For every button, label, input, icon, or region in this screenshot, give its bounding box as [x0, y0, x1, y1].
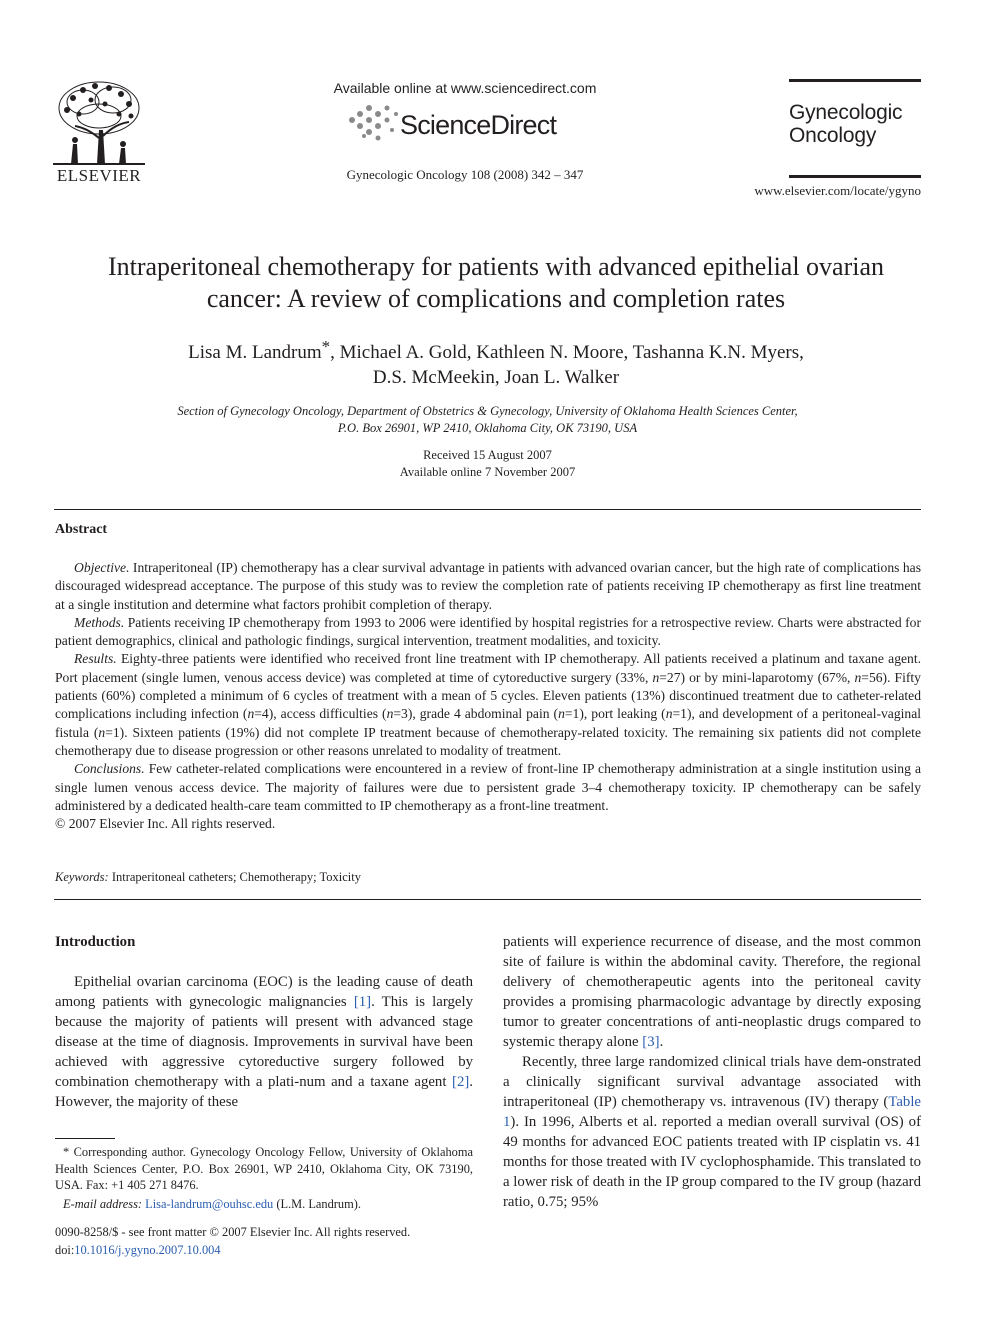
results-text: =4), access difficulties ( — [254, 706, 387, 722]
results-n: n — [652, 669, 660, 685]
affiliation — [90, 403, 885, 437]
abstract-objective — [55, 559, 921, 614]
keywords-label: Keywords: — [55, 870, 109, 884]
received-date: Received 15 August 2007 — [423, 448, 552, 462]
objective-text: Intraperitoneal (IP) chemotherapy has a clear survival advantage in patients with advanced ovarian cancer, but the high rate of complications has discouraged widespread acceptance. The purpose of this study was to review the completion rate of patients receiving IP chemotherapy as first line treatment at a single institution and determine what factors prohibit completion of therapy. — [55, 560, 921, 612]
corresponding-author-marker[interactable]: * — [321, 337, 331, 357]
footnote-marker: * — [63, 1145, 70, 1159]
reference-link-1[interactable]: [1] — [353, 994, 372, 1010]
results-n: n — [854, 669, 862, 685]
results-n: n — [98, 724, 106, 740]
paragraph-text: patients will experience recurrence of disease, and the most common site of failure is within the abdominal cavity. Therefore, the regional delivery of chemotherapeutic agents into the peritoneal cavity provides a promising pharmacologic advantage by directly exposing tumor to greater concentrations of anti-neoplastic drugs compared to systemic therapy alone — [503, 934, 921, 1050]
journal-citation: Gynecologic Oncology 108 (2008) 342 – 347 — [346, 167, 584, 182]
footnote — [55, 1144, 473, 1212]
journal-url[interactable]: www.elsevier.com/locate/ygyno — [754, 183, 921, 198]
available-date: Available online 7 November 2007 — [399, 465, 576, 479]
journal-name — [789, 101, 902, 147]
email-link[interactable]: Lisa-landrum@ouhsc.edu — [145, 1196, 274, 1211]
paragraph-text: ). In 1996, Alberts et al. reported a median overall survival (OS) of 49 months for advanced EOC patients treated with IP cisplatin vs. 41 months for those treated with IV cyclophosphamide. This translated to a lower risk of death in the IP group compared to the IV group (hazard ratio, 0.75; 95% — [503, 1114, 921, 1210]
authors-line1 — [90, 337, 902, 365]
publisher-name: ELSEVIER — [56, 166, 142, 185]
reference-link-2[interactable]: [2] — [452, 1074, 470, 1090]
issn-line: 0090-8258/$ - see front matter © 2007 Elsevier Inc. All rights reserved. — [55, 1225, 411, 1239]
table-1-link[interactable]: Table 1 — [503, 1094, 921, 1130]
authors-rest: , Michael A. Gold, Kathleen N. Moore, Tashanna K.N. Myers, — [330, 342, 804, 363]
email-suffix: (L.M. Landrum). — [273, 1196, 361, 1211]
affiliation-line1: Section of Gynecology Oncology, Department of Obstetrics & Gynecology, University of Oklahoma Health Sciences Center, — [177, 404, 798, 418]
email-note — [55, 1196, 473, 1213]
article-dates — [300, 447, 675, 481]
keywords-text: Intraperitoneal catheters; Chemotherapy; Toxicity — [108, 870, 361, 884]
doi-label: doi: — [55, 1242, 75, 1257]
sciencedirect-dots-icon — [348, 102, 400, 142]
results-n: n — [247, 706, 255, 722]
affiliation-line2: P.O. Box 26901, WP 2410, Oklahoma City, OK 73190, USA — [337, 421, 638, 435]
paragraph-text: . This is largely because the majority of patients will present with advanced stage disease at the time of diagnosis. Improvements in survival have been achieved with aggressive cytoreductive surgery followed by combination chemotherapy with a plati-num and a taxane agent — [55, 994, 473, 1090]
conclusions-label: Conclusions. — [74, 761, 145, 777]
results-text: =1), and development of a peritoneal-vaginal fistula ( — [55, 706, 922, 740]
results-text: =56). Fifty patients (60%) completed a minimum of 6 cycles of treatment with a mean of 5 cycles. Eleven patients (13%) discontinued treatment due to catheter-related complications including infection ( — [55, 669, 921, 722]
results-n: n — [386, 706, 394, 722]
abstract-results — [55, 650, 921, 760]
abstract-methods — [55, 614, 921, 651]
sciencedirect-wordmark: ScienceDirect — [400, 110, 557, 140]
abstract-body — [55, 559, 921, 833]
results-n: n — [665, 706, 673, 722]
article-title — [40, 251, 952, 315]
title-line1: Intraperitoneal chemotherapy for patients with advanced epithelial ovarian — [107, 252, 885, 281]
keywords — [55, 870, 361, 885]
elsevier-logo — [53, 78, 145, 186]
footnote-text: Corresponding author. Gynecology Oncology Fellow, University of Oklahoma Health Sciences Center, P.O. Box 26901, WP 2410, Oklahoma City, OK 73190, USA. Fax: +1 405 271 8476. — [55, 1145, 473, 1193]
abstract-rule-top — [54, 509, 921, 510]
reference-link-3[interactable]: [3] — [642, 1034, 660, 1050]
paragraph-text: Recently, three large randomized clinical trials have dem-onstrated a clinically significant survival advantage associated with intraperitoneal (IP) chemotherapy vs. intravenous (IV) therapy ( — [503, 1054, 921, 1110]
issn-block — [55, 1224, 410, 1259]
abstract-rule-bottom — [54, 899, 921, 900]
body-column-right — [503, 932, 921, 1212]
sciencedirect-logo — [348, 102, 588, 144]
available-online: Available online at www.sciencedirect.com — [333, 80, 597, 96]
footnote-rule — [55, 1138, 115, 1139]
methods-label: Methods. — [74, 614, 125, 630]
intro-paragraph-1-cont — [503, 932, 921, 1052]
objective-label: Objective. — [74, 560, 130, 575]
introduction-heading: Introduction — [55, 934, 136, 950]
intro-paragraph-1 — [55, 972, 473, 1112]
email-label: E-mail address: — [63, 1196, 143, 1211]
abstract-conclusions — [55, 760, 921, 815]
paragraph-text: . However, the majority of these — [55, 1074, 473, 1110]
conclusions-text: Few catheter-related complications were encountered in a review of front-line IP chemotherapy administration at a single institution using a single lumen venous access device. The majority of failures were due to persistent grade 3–4 chemotherapy toxicity. IP chemotherapy can be safely administered by a dedicated health-care team committed to IP chemotherapy as a front-line treatment. — [55, 761, 921, 813]
abstract-copyright: © 2007 Elsevier Inc. All rights reserved. — [55, 816, 276, 832]
results-text: =1). Sixteen patients (19%) did not complete IP treatment because of chemotherapy-related toxicity. The remaining six patients did not complete chemotherapy due to disease progression or other reasons unrelated to modality of treatment. — [55, 724, 921, 758]
elsevier-tree-icon — [53, 78, 145, 166]
methods-text: Patients receiving IP chemotherapy from 1993 to 2006 were identified by hospital registries for a retrospective review. Charts were abstracted for patient demographics, clinical and pathologic findings, surgical intervention, treatment modalities, and toxicity. — [55, 614, 921, 649]
author-list — [90, 337, 902, 390]
intro-paragraph-2 — [503, 1052, 921, 1212]
doi-line — [55, 1242, 410, 1260]
results-text: Eighty-three patients were identified who received front line treatment with IP chemotherapy. All patients received a platinum and taxane agent. Port placement (single lumen, venous access device) was completed at time of cytoreductive surgery (33%, — [55, 651, 921, 685]
paragraph-text: Epithelial ovarian carcinoma (EOC) is the leading cause of death among patients with gynecologic malignancies — [55, 974, 473, 1010]
journal-rule-bottom — [789, 175, 921, 178]
body-column-left — [55, 932, 473, 1112]
paragraph-text: . — [659, 1034, 664, 1050]
title-line2: cancer: A review of complications and completion rates — [206, 284, 786, 313]
author-landrum: Lisa M. Landrum — [188, 342, 322, 363]
results-text: =27) or by mini-laparotomy (67%, — [659, 669, 855, 685]
journal-name-line1: Gynecologic — [789, 101, 903, 124]
doi-link[interactable]: 10.1016/j.ygyno.2007.10.004 — [74, 1242, 221, 1257]
journal-rule-top — [789, 79, 921, 82]
corresponding-author-note — [55, 1144, 473, 1194]
journal-name-line2: Oncology — [789, 124, 877, 147]
results-text: =1), port leaking ( — [564, 706, 666, 722]
authors-line2: D.S. McMeekin, Joan L. Walker — [372, 367, 620, 388]
results-label: Results. — [74, 651, 117, 667]
abstract-heading: Abstract — [55, 522, 108, 537]
results-text: =3), grade 4 abdominal pain ( — [393, 706, 559, 722]
results-n: n — [558, 706, 565, 722]
